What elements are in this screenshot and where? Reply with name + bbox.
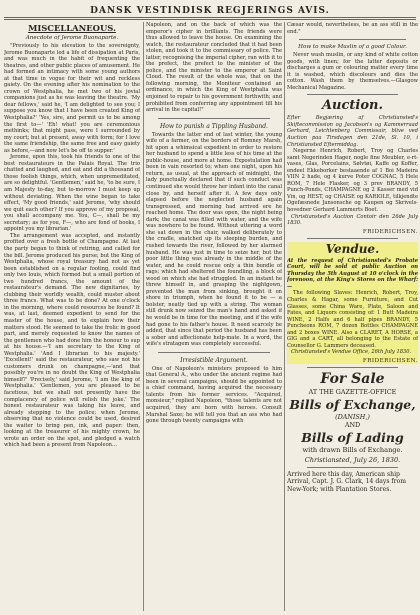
anecdote-title: Anecdote of Jerome Buonaparte. [25, 35, 119, 41]
sale-date: Christiansted, July 26, 1830. [304, 455, 401, 464]
danish-label: (DANISH,) [335, 412, 370, 421]
section-divider [307, 367, 398, 368]
miscellaneous-heading: MISCELLANEOUS. [28, 23, 116, 33]
auction-notice: Efter Begjæring af Christiansted's Skiftecommission og Jacobson's og Kammerraad Gerhard, Leichtenberg Commissair, blive ved Auction paa Tirsdagen den 21de, Sl. 10, i Christiansted Eftermiddag. [287, 115, 418, 148]
article-paragraph: The arrangement was accepted, and instantly profited over a fresh bottle of Champagne. At last the party began to think of retiring, and called for the bill. Jerome produced his purse; but the King of Westphalia, whose royal treasury had not as yet been established on a regular footing, could find only two louis, which formed but a small portion of two hundred francs, the amount of the restaurateur's demand. The new dignitaries, by clubbing their worldly wealth, could muster about three francs. What was to be done? At one o'clock in the morning, where could resources be found? It was, at last, deemed expedient to send for the master of the house, and to explain how their matters stood. He seemed to take the frolic in good part, and merely requested to know the names of the gentlemen who had done him the honour to sup at his house.—'I am secretary to the King of Westphalia.' 'And I librarian to his majesty.' 'Excellent!' said the restaurateur, who saw not his customers drunk on champagne,—'and that possibly you're in no doubt the King of Westphalia himself?' 'Precisely,' said Jerome, 'I am the king of Westphalia.' 'Gentlemen, you are pleased to be facetious, but we shall not presently have the complacency of police will relish the joke.' The honest restaurateur was taking his leave, and already stepping to the police; when Jerome, observing that no violence could be used, desired the waiter to bring pen, ink, and paper: then, looking at the treasurer of his mighty crown, he wrote an order on the spot, and pledged a watch which had been a present from Napoleon... [4, 232, 140, 449]
masthead: DANSK VESTINDISK REGJERINGS AVIS. [90, 6, 330, 16]
auction-lots: Negerne Henrich, Robert, Troy og Charles samt Negerinden Hager, nogle fine Meubler, e-rt-vases, Glas, Porcelains, Sølvtøi, Kaffe og Koffer, endeel Ekkeborker bestaaende af 1 Boi Madeira VIIN 2 hade, og 4 kurve Poter COGNAC, 5 Hele ROM, 7 Hele Flasker, og 3 prev BRANDY, 5 Punch-Ponds, CHAMPAGNE og 2 Kasser med vid Vin, og HEST, og CHAISE og KARIOLE, tilkjendte Ogefæsnede Jansonsche og Kaupen og Skrivels-hovedner Gerhard Lammerts Boet. [287, 148, 418, 214]
section-divider [307, 238, 398, 239]
bills-of-lading: Bills of Lading [301, 429, 404, 445]
column-divider-1 [143, 22, 144, 611]
muslin-text: Never wash muslin, or any kind of white cotton goods, with linen; for the latter deposits or discharges a gum or colouring matter every time it is washed, which discolours and dies the cotton. Wash them by themselves.—Glasgow Mechanical Magazine. [287, 52, 418, 91]
irresistible-argument-text: One of Napoleon's ministers proposed to him that General A., who under the ancient regime had been in several campaigns, should be appointed to a chief command, having acquired the necessary talents from his former services. "Acquired, monsieur," replied Napoleon, "those talents are not acquired, they are born with heroes. Consult Marshal Saxe; he will tell you that an ass who had gone through twenty campaigns with [146, 365, 282, 425]
auction-heading: Auction. [321, 98, 384, 114]
column-divider-2 [284, 22, 285, 611]
vendue-heading: Vendue. [325, 241, 380, 256]
tippling-husband-text: Towards the latter end of last winter, the young wife of a farmer, on the borders of Romney Marsh, hit upon a whimsical expedient in order to restore her husband to spend a little less of his time at the public-house, and more at home. Expostulation had been in vain resorted to; when one night, upon his return, as usual, at the approach of midnight, the lady punctually declared that if such conduct was continued she would throw her infant into the canal close by, and herself after it. A few days only elapsed before the neglected husband again transgressed, and morning had arrived ere he reached home. The door was open, the night being dark; the canal was filled with water, and the wife was nowhere to be found. Without uttering a word she sat down in the chair, walked deliberately to the cradle, snatched up its sleeping burden, and rushed towards the river, followed by her alarmed husband. He was just in time to seize her, but the poor little thing was already in the middle of the water, and he could rescue only a thin bundle of rags; which had sheltered the foundling, a block of wood on which she had struggled. In an instant he threw himself in, and grasping the nightgown, prevented the man from sinking, brought it on shore in triumph, when he found it to be — a bolster, neatly tied up with a string. The woman still drunk now seized the man's hand and asked if he would be in time for the meeting, and if the wife had gone to his father's house. It need scarcely be added, that since that period the husband has been a sober and affectionate help-mate. In a word, the wife's stratagem was completely successful. [146, 131, 282, 348]
auctioneer-name: FRIDERICHSEN. [362, 228, 418, 235]
article-continuation: Napoleon, and on the back of which was the emperor's cipher in brilliants. The friends were thus allowed to leave the house. On examining the watch, the restaurateur concluded that it had been stolen, and took it to the commissary of police. The latter, recognising the imperial cipher, ran with it to the prefect, the prefect to the minister of the police, and the minister to the emperor at Saint Cloud. The result of the whole was, that on the following morning, the Moniteur contained an ordinance, in which the King of Westphalia was enjoined to repair to his government forthwith; and prohibited from conferring any appointment till his arrival in the capital!" [146, 22, 282, 114]
section-divider [299, 39, 406, 40]
vendue-notice-highlight [287, 242, 418, 364]
vendue-request: At the request of Christiansted's Probate Court, will be sold at public Auction on Thursday the 5th August at 10 o'clock in the forenoon, at the King's Stores on the Wharf:— [287, 257, 418, 290]
drawn-bills-line: with drawn Bills of Exchange. [302, 445, 403, 454]
and-label: AND [344, 420, 361, 429]
masthead-rule-2 [4, 19, 416, 20]
article-paragraph: Jerome, upon this, took his friends to one of the best restaurateurs in the Palais Royal. The trio chatted and laughed, and eat and did a thousand of those foolish things, which, when unpremeditated, are so delightful. 'Gentlemen,' said he, 'to be sure, I am Majesty to-day, but to-morrow I must keep up without deviating. When the wine began to take effect, 'My good friends,' said Jerome, 'why should we quit each other? If you approve of my proposal, you shall accompany me. You, C—, shall be my secretary; as for you, F—, who are fond of books, I appoint you my librarian.' [4, 154, 140, 233]
article-continuation: Cæsar would, nevertheless, be an ass still in the end." [287, 22, 418, 35]
muslin-title: How to make Muslin of a good Colour. [298, 44, 407, 51]
bills-of-exchange: Bills of Exchange, [289, 396, 416, 412]
section-divider [158, 352, 270, 353]
auction-signature-line: Christiansted's Auction Contoir den 26de July 1830. [287, 213, 418, 227]
vendue-lots: The following Slaves: Henrich, Robert, Troy, Charles & Hagar, some Furniture, and Cut Glasses, some China Ware, Plate, Saloon and Fates, and Liquors consisting of: 1 Butt Madeira WINE, 2 Halfs and 6 half pipes BRANDY, 5 Puncheons ROM, 7 dozen Bottles CHAMPAGNE and 2 boxes WINE. Also a CLARET, A HORSE, a GIG and a CART, all belonging to the Estate of Counsellor G. Lammers deceased. [287, 290, 418, 349]
vendue-auctioneer-name: FRIDERICHSEN. [362, 357, 418, 364]
column-2 [146, 22, 282, 611]
arrival-notice: Arrived here this day, American ship Arrival, Capt. J. G. Clark, 14 days from New-York; with Plantation Stores. [287, 470, 407, 493]
section-divider [158, 118, 270, 119]
irresistible-argument-title: Irresistible Argument. [180, 356, 248, 364]
column-1 [4, 22, 140, 611]
masthead-rule [4, 17, 416, 18]
for-sale-notice [287, 371, 418, 464]
section-divider [307, 467, 398, 468]
tippling-husband-title: How to punish a Tippling Husband. [160, 122, 268, 130]
vendue-signature-line: Christiansted's Vendue Office, 26th July 1830. [291, 349, 412, 356]
column-3 [287, 22, 418, 611]
article-paragraph: "Previously to his elevation to the sovereignty, Jerome Buonaparte led a life of dissipation at Paris, and was much in the habit of frequenting the theatres, and other public places of amusement. He had formed an intimacy with some young authors at that time in vogue for their wit and reckless gaiety. On the evening after his nomination to the crown of Westphalia, he met two of his jovial companions just as he was leaving the theatre. 'My dear fellows,' said he, 'I am delighted to see you; I suppose you know that I have been created King of Westphalia?' 'Yes, sire, and permit us to be among the first to—' 'Eh! what! you are ceremonious methinks; that might pass, were I surrounded by my court; but at present, away with form; for I love the same friendship, the same free and easy gaiety as before,—and now let's be off to supper.' [4, 43, 140, 154]
section-divider [307, 94, 398, 95]
for-sale-heading: For Sale [320, 370, 385, 387]
gazette-office-line: AT THE GAZETTE-OFFICE [308, 387, 397, 396]
